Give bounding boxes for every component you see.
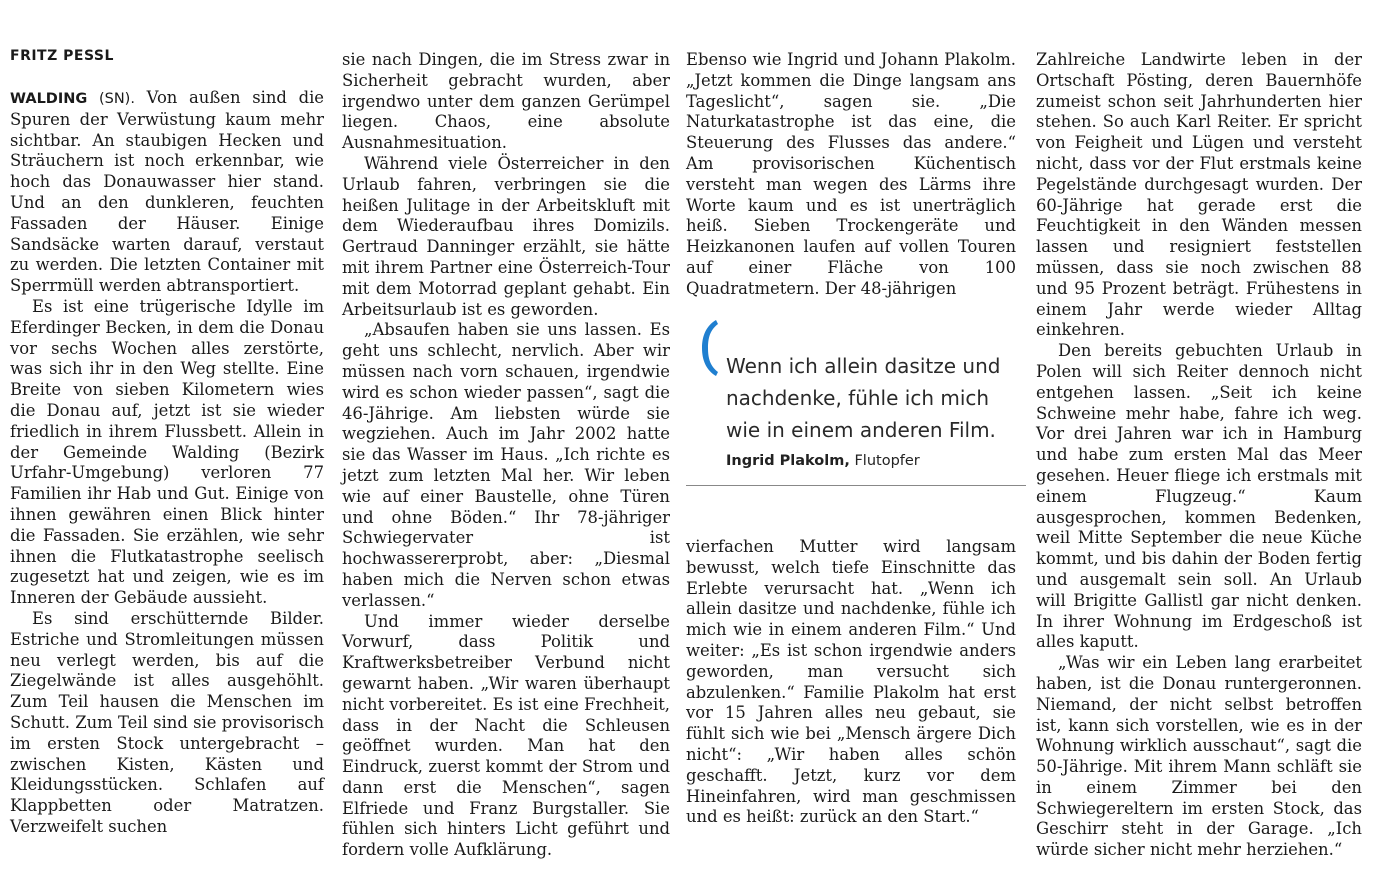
article-paragraph: „Was wir ein Leben lang erarbeitet haben, ist die Donau runtergeronnen. Niemand, der nicht selbst betroffen ist, kann sich vorstellen, wie es in der Wohnung wirklich ausschaut“, sagt die 50-Jährige. Mit ihrem Mann schläft sie in einem Zimmer bei den Schwiegereltern im ersten Stock, das Geschirr steht in der Garage. „Ich würde sicher nicht mehr herziehen.“: [1036, 653, 1362, 860]
article-paragraph: Ebenso wie Ingrid und Johann Plakolm. „Jetzt kommen die Dinge langsam ans Tageslicht“, sagen sie. „Die Naturkatastrophe ist das eine, die Steuerung des Flusses das andere.“ Am provisorischen Küchentisch versteht man wegen des Lärms ihre Worte kaum und es ist unerträglich heiß. Sieben Trockengeräte und Heizkanonen laufen auf vollen Touren auf einer Fläche von 100 Quadratmetern. Der 48-jährigen: [686, 50, 1016, 298]
article-column-4: [1036, 50, 1362, 860]
pull-quote-name: Ingrid Plakolm,: [726, 453, 850, 469]
article-paragraph: Es ist eine trügerische Idylle im Eferdinger Becken, in dem die Donau vor sechs Wochen alles zerstörte, was sich ihr in den Weg stellte. Eine Breite von sieben Kilometern wies die Donau auf, jetzt ist sie wieder friedlich in ihrem Flussbett. Allein in der Gemeinde Walding (Bezirk Urfahr-Umgebung) verloren 77 Familien ihr Hab und Gut. Einige von ihnen gewähren einen Blick hinter die Fassaden. Sie erzählen, wie sehr ihnen die Flutkatastrophe seelisch zugesetzt hat und zeigen, wie es im Inneren der Gebäude aussieht.: [10, 296, 324, 608]
article-column-3-bottom: [686, 537, 1016, 837]
author-byline: FRITZ PESSL: [10, 48, 114, 64]
article-paragraph: Und immer wieder derselbe Vorwurf, dass Politik und Kraftwerksbetreiber Verbund nicht gewarnt haben. „Wir waren überhaupt nicht vorbereitet. Es ist eine Frechheit, dass in der Nacht die Schleusen geöffnet wurden. Man hat den Eindruck, zuerst kommt der Strom und dann erst die Menschen“, sagen Elfriede und Franz Burgstaller. Sie fühlen sich hinters Licht geführt und fordern volle Aufklärung.: [342, 611, 670, 860]
quote-mark-icon: [700, 318, 720, 378]
article-column-2: [342, 50, 670, 860]
pull-quote-attribution: [726, 453, 920, 469]
article-paragraph: Während viele Österreicher in den Urlaub fahren, verbringen sie die heißen Julitage in der Arbeitskluft mit dem Wiederaufbau ihres Domizils. Gertraud Danninger erzählt, sie hätte mit ihrem Partner eine Österreich-Tour mit dem Motorrad geplant gehabt. Ein Arbeitsurlaub ist es geworden.: [342, 153, 670, 319]
dateline: WALDING: [10, 91, 88, 107]
pull-quote-text: Wenn ich allein dasitze und nachdenke, fühle ich mich wie in einem anderen Film.: [726, 354, 1001, 442]
article-paragraph: „Absaufen haben sie uns lassen. Es geht uns schlecht, nervlich. Aber wir müssen nach vorn schauen, irgendwie wird es schon wieder passen“, sagt die 46-Jährige. Am liebsten würde sie wegziehen. Auch im Jahr 2002 hatte sie das Wasser im Haus. „Ich richte es jetzt zum letzten Mal her. Wir leben wie auf einer Baustelle, ohne Türen und ohne Böden.“ Ihr 78-jähriger Schwiegervater ist hochwassererprobt, aber: „Diesmal haben mich die Nerven schon etwas verlassen.“: [342, 320, 670, 610]
article-paragraph: [10, 88, 324, 297]
article-column-3-top: [686, 50, 1016, 298]
paragraph-text: Von außen sind die Spuren der Verwüstung kaum mehr sichtbar. An staubigen Hecken und Sträuchern ist noch erkennbar, wie hoch das Donauwasser hier stand. Und an den dunkleren, feuchten Fassaden der Häuser. Einige Sandsäcke warten darauf, verstaut zu werden. Die letzten Container mit Sperrmüll werden abtransportiert.: [10, 88, 325, 296]
pull-quote: [686, 310, 1026, 510]
pull-quote-divider: [686, 485, 1026, 486]
pull-quote-role: Flutopfer: [854, 453, 920, 469]
article-paragraph: Den bereits gebuchten Urlaub in Polen will sich Reiter dennoch nicht entgehen lassen. „Seit ich keine Schweine mehr habe, fahre ich weg. Vor drei Jahren war ich in Hamburg und habe zum ersten Mal das Meer gesehen. Heuer fliege ich erstmals mit einem Flugzeug.“ Kaum ausgesprochen, kommen Bedenken, weil Mitte September die neue Küche kommt, und bis dahin der Boden fertig und ausgemalt sein soll. An Urlaub will Brigitte Gallistl gar nicht denken. In ihrer Wohnung im Erdgeschoß ist alles kaputt.: [1036, 341, 1362, 652]
dateline-agency: (SN).: [98, 91, 135, 107]
article-paragraph: Es sind erschütternde Bilder. Estriche und Stromleitungen müssen neu verlegt werden, bis auf die Ziegelwände ist alles ausgehöhlt. Zum Teil hausen die Menschen im Schutt. Zum Teil sind sie provisorisch im ersten Stock untergebracht – zwischen Kisten, Kästen und Kleidungsstücken. Schlafen auf Klappbetten oder Matratzen. Verzweifelt suchen: [10, 608, 324, 836]
article-paragraph: vierfachen Mutter wird langsam bewusst, welch tiefe Einschnitte das Erlebte verursacht hat. „Wenn ich allein dasitze und nachdenke, fühle ich mich wie in einem anderen Film.“ Und weiter: „Es ist schon irgendwie anders geworden, man versucht sich abzulenken.“ Familie Plakolm hat erst vor 15 Jahren alles neu gebaut, sie fühlt sich wie bei „Mensch ärgere Dich nicht“: „Wir haben alles schön geschafft. Jetzt, kurz vor dem Hineinfahren, wird man geschmissen und es heißt: zurück an den Start.“: [686, 537, 1016, 827]
article-column-1: [10, 88, 325, 836]
article-paragraph: Zahlreiche Landwirte leben in der Ortschaft Pösting, deren Bauernhöfe zumeist schon seit Jahrhunderten hier stehen. So auch Karl Reiter. Er spricht von Feigheit und Lügen und versteht nicht, dass vor der Flut erstmals keine Pegelstände durchgesagt wurden. Der 60-Jährige hat gerade erst die Feuchtigkeit in den Wänden messen lassen und resigniert feststellen müssen, dass sie noch zwischen 88 und 95 Prozent beträgt. Frühestens in einem Jahr werde wieder Alltag einkehren.: [1036, 50, 1362, 340]
article-paragraph: sie nach Dingen, die im Stress zwar in Sicherheit gebracht wurden, aber irgendwo unter dem ganzen Gerümpel liegen. Chaos, eine absolute Ausnahmesituation.: [342, 50, 670, 153]
